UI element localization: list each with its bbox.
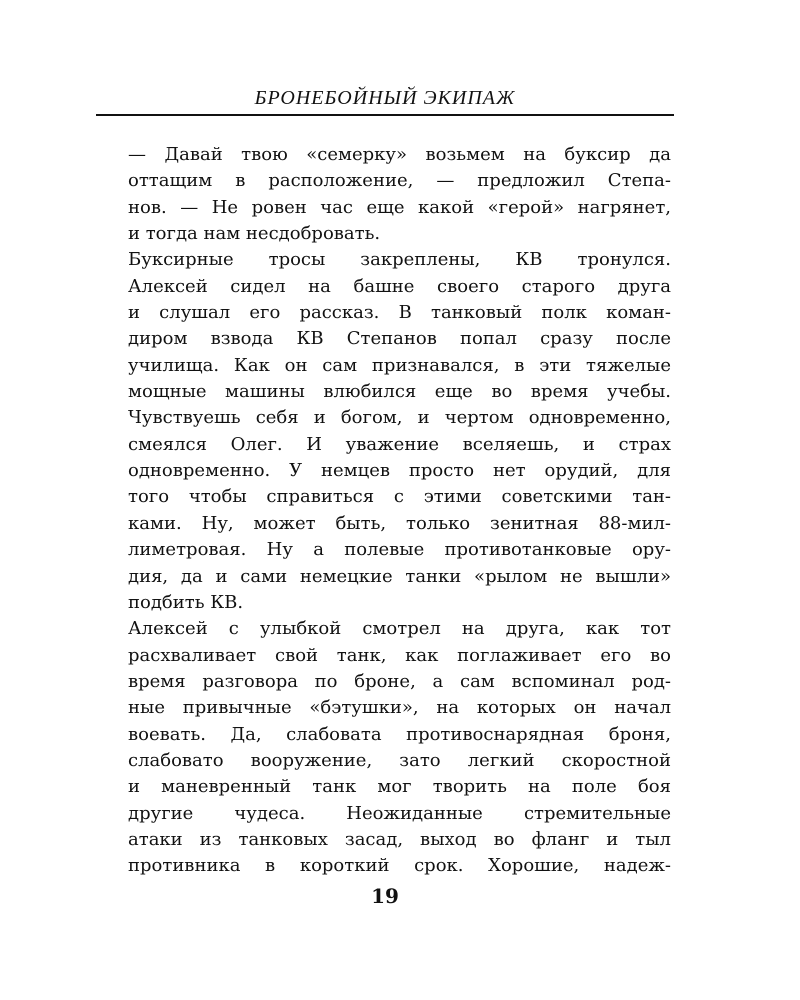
paragraph (96, 247, 671, 616)
text-line: ками. Ну, может быть, только зенитная 88-мил- (128, 512, 671, 534)
text-line: и маневренный танк мог творить на поле боя (128, 776, 671, 798)
text-line: время разговора по броне, а сам вспоминал род- (128, 670, 671, 692)
text-line: мощные машины влюбился еще во время учебы. (128, 381, 671, 403)
text-line: одновременно. У немцев просто нет орудий, для (128, 460, 671, 482)
text-line: диром взвода КВ Степанов попал сразу после (128, 328, 671, 350)
paragraph (96, 142, 671, 247)
text-line: противника в короткий срок. Хорошие, надеж- (128, 855, 671, 877)
text-line: того чтобы справиться с этими советскими тан- (128, 486, 671, 508)
text-line: оттащим в расположение, — предложил Степа- (128, 170, 671, 192)
text-line: Буксирные тросы закреплены, КВ тронулся. (128, 249, 671, 271)
text-line: училища. Как он сам признавался, в эти тяжелые (128, 354, 671, 376)
text-line: ные привычные «бэтушки», на которых он начал (128, 697, 671, 719)
text-line: и тогда нам несдобровать. (128, 223, 381, 245)
text-line: атаки из танковых засад, выход во фланг и тыл (128, 828, 671, 850)
text-line: слабовато вооружение, зато легкий скоростной (128, 749, 671, 771)
text-line: нов. — Не ровен час еще какой «герой» нагрянет, (128, 196, 671, 218)
text-line: подбить КВ. (128, 591, 244, 613)
paragraph (96, 616, 671, 879)
text-line: воевать. Да, слабовата противоснарядная броня, (128, 723, 671, 745)
header-rule (96, 114, 674, 116)
text-line: Алексей сидел на башне своего старого друга (128, 275, 671, 297)
page-number: 19 (371, 884, 399, 908)
body-text (96, 142, 671, 880)
text-line: и слушал его рассказ. В танковый полк коман- (128, 302, 671, 324)
text-line: смеялся Олег. И уважение вселяешь, и страх (128, 433, 671, 455)
text-line: Чувствуешь себя и богом, и чертом одновременно, (128, 407, 671, 429)
running-header: БРОНЕБОЙНЫЙ ЭКИПАЖ (254, 87, 516, 109)
text-line: другие чудеса. Неожиданные стремительные (128, 802, 671, 824)
text-line: Алексей с улыбкой смотрел на друга, как тот (128, 618, 671, 640)
text-line: — Давай твою «семерку» возьмем на буксир да (128, 144, 671, 165)
text-line: лиметровая. Ну а полевые противотанковые ору- (128, 539, 671, 561)
text-line: дия, да и сами немецкие танки «рылом не вышли» (128, 565, 671, 587)
text-line: расхваливает свой танк, как поглаживает его во (128, 644, 671, 666)
